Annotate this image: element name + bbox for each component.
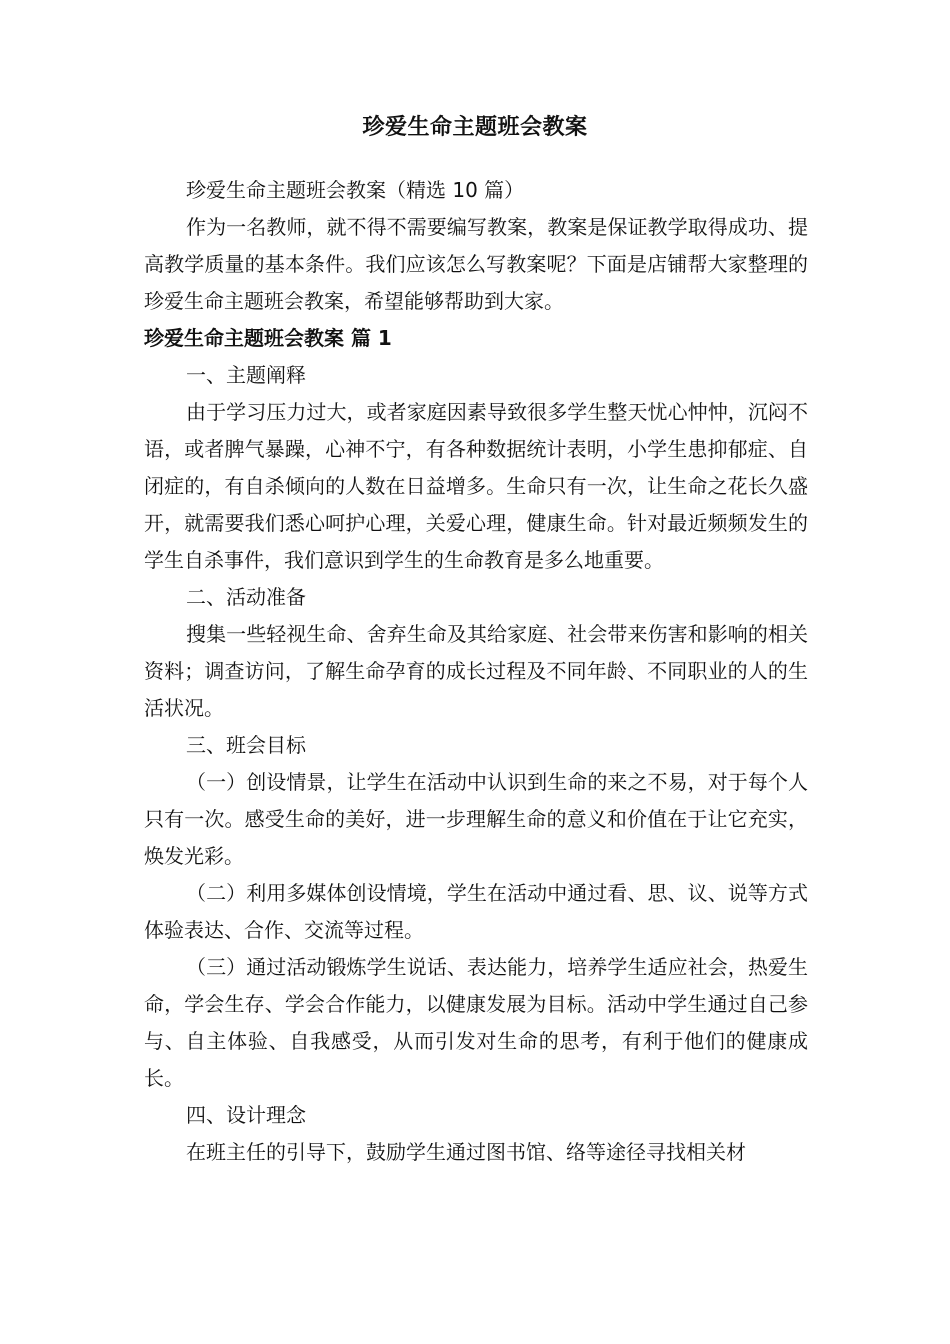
document-body	[144, 172, 808, 1171]
document-subtitle: 珍爱生命主题班会教案（精选 10 篇）	[186, 178, 525, 202]
paragraph-goal-1: （一）创设情景，让学生在活动中认识到生命的来之不易，对于每个人只有一次。感受生命的美好，进一步理解生命的意义和价值在于让它充实，焕发光彩。	[144, 770, 808, 868]
paragraph-design: 在班主任的引导下，鼓励学生通过图书馆、络等途径寻找相关材	[186, 1140, 746, 1164]
paragraph-preparation: 搜集一些轻视生命、舍弃生命及其给家庭、社会带来伤害和影响的相关资料；调查访问，了解生命孕育的成长过程及不同年龄、不同职业的人的生活状况。	[144, 622, 808, 720]
paragraph-goal-3: （三）通过活动锻炼学生说话、表达能力，培养学生适应社会，热爱生命，学会生存、学会合作能力，以健康发展为目标。活动中学生通过自己参与、自主体验、自我感受，从而引发对生命的思考，有利于他们的健康成长。	[144, 955, 808, 1090]
heading-goals: 三、班会目标	[186, 733, 306, 757]
paragraph-theme: 由于学习压力过大，或者家庭因素导致很多学生整天忧心忡忡，沉闷不语，或者脾气暴躁，心神不宁，有各种数据统计表明，小学生患抑郁症、自闭症的，有自杀倾向的人数在日益增多。生命只有一次，让生命之花长久盛开，就需要我们悉心呵护心理，关爱心理，健康生命。针对最近频频发生的学生自杀事件，我们意识到学生的生命教育是多么地重要。	[144, 400, 808, 572]
intro-paragraph: 作为一名教师，就不得不需要编写教案，教案是保证教学取得成功、提高教学质量的基本条件。我们应该怎么写教案呢？下面是店铺帮大家整理的珍爱生命主题班会教案，希望能够帮助到大家。	[144, 215, 808, 313]
paragraph-goal-2: （二）利用多媒体创设情境，学生在活动中通过看、思、议、说等方式体验表达、合作、交流等过程。	[144, 881, 808, 942]
section-heading: 珍爱生命主题班会教案 篇 1	[144, 326, 392, 350]
document-title: 珍爱生命主题班会教案	[362, 115, 588, 140]
heading-theme: 一、主题阐释	[186, 363, 306, 387]
heading-preparation: 二、活动准备	[186, 585, 306, 609]
heading-design: 四、设计理念	[186, 1103, 306, 1127]
